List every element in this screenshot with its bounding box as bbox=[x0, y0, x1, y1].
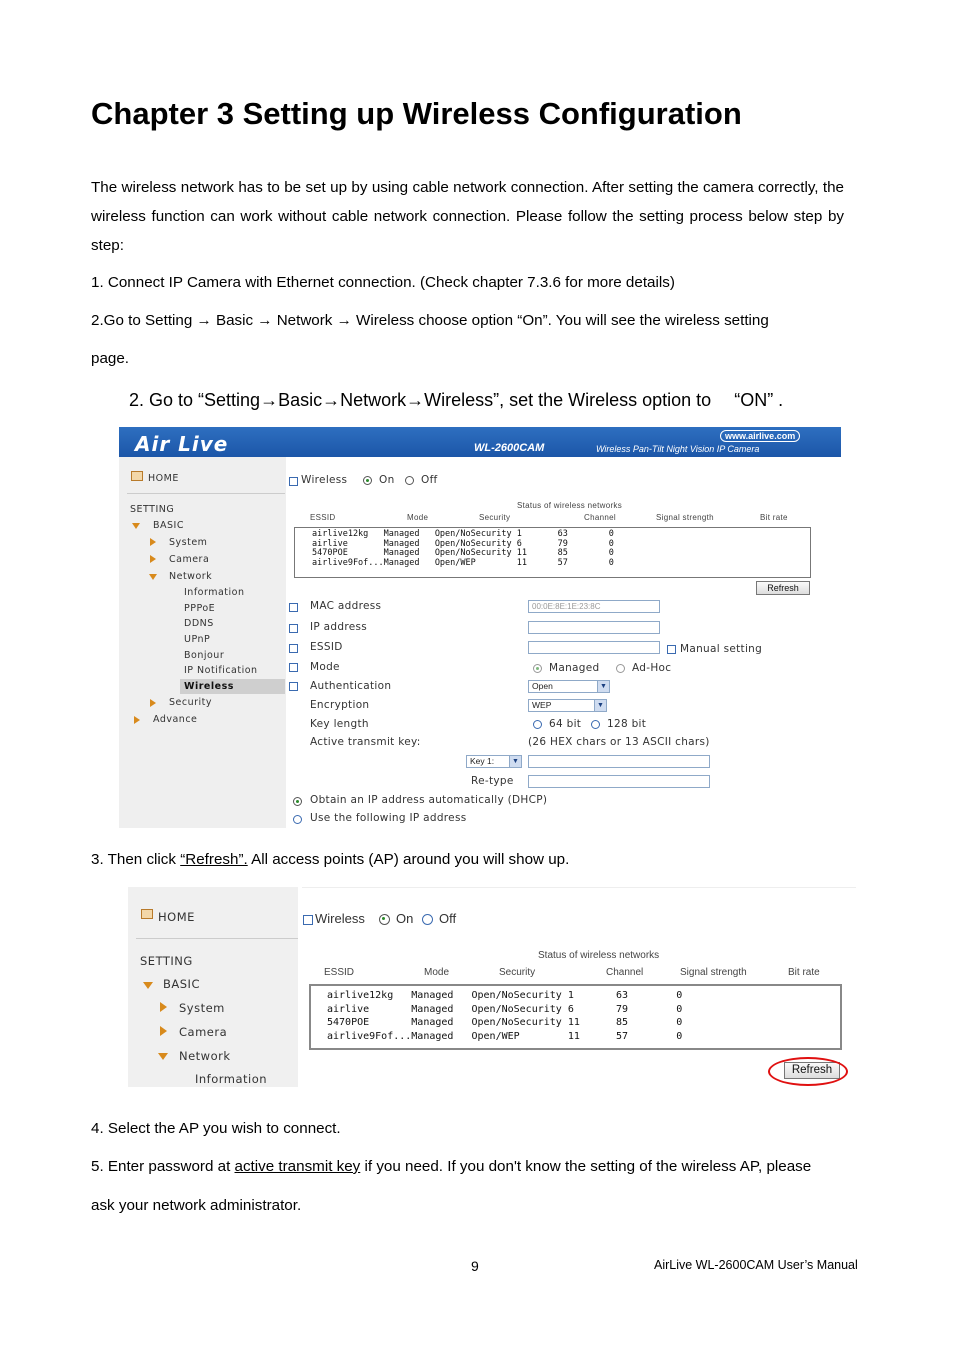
encryption-select-value: WEP bbox=[532, 700, 552, 710]
auth-select-value: Open bbox=[532, 681, 553, 691]
list-item[interactable]: airlive12kg Managed Open/NoSecurity 1 63 0 bbox=[327, 990, 683, 1001]
refresh-button[interactable]: Refresh bbox=[756, 581, 810, 595]
encryption-label: Encryption bbox=[310, 699, 370, 711]
airlive-logo: Air Live bbox=[135, 432, 229, 456]
collapsed-right-icon bbox=[150, 538, 156, 546]
static-ip-radio[interactable] bbox=[293, 815, 302, 824]
retype-label: Re-type bbox=[471, 775, 514, 787]
wireless-off-radio[interactable] bbox=[422, 914, 433, 925]
ip-label: IP address bbox=[310, 621, 368, 633]
header-essid: ESSID bbox=[324, 967, 355, 978]
essid-label: ESSID bbox=[310, 641, 343, 653]
list-item[interactable]: airlive9Fof...Managed Open/WEP 11 57 0 bbox=[327, 1031, 683, 1043]
refresh-screenshot bbox=[128, 887, 856, 1087]
wireless-off-label: Off bbox=[439, 911, 457, 926]
collapsed-right-icon bbox=[160, 1002, 167, 1012]
key-select[interactable] bbox=[466, 755, 522, 768]
chevron-down-icon: ▼ bbox=[509, 756, 521, 767]
wireless-off-label: Off bbox=[421, 474, 438, 486]
collapsed-right-icon bbox=[134, 716, 140, 724]
mac-field: 00:0E:8E:1E:23:8C bbox=[528, 600, 660, 613]
essid-checkbox[interactable] bbox=[289, 644, 298, 653]
active-key-hint: (26 HEX chars or 13 ASCII chars) bbox=[528, 736, 710, 748]
auth-checkbox[interactable] bbox=[289, 682, 298, 691]
nav-wireless[interactable]: Wireless bbox=[184, 681, 234, 692]
status-title: Status of wireless networks bbox=[517, 501, 623, 510]
step-5-prefix: 5. Enter password at bbox=[91, 1158, 235, 1175]
managed-radio[interactable] bbox=[533, 664, 542, 673]
step-2-line-2: page. bbox=[91, 350, 130, 367]
wireless-on-label: On bbox=[379, 474, 395, 486]
network-list[interactable] bbox=[309, 984, 842, 1050]
expand-down-icon bbox=[149, 574, 157, 580]
ip-field[interactable] bbox=[528, 621, 660, 634]
mode-label: Mode bbox=[310, 661, 340, 673]
nav-system[interactable]: System bbox=[179, 1001, 225, 1015]
divider bbox=[136, 938, 298, 939]
active-key-label: Active transmit key: bbox=[310, 736, 421, 748]
step-3-suffix: All access points (AP) around you will show up. bbox=[247, 851, 570, 868]
nav-network[interactable]: Network bbox=[179, 1049, 231, 1063]
expand-down-icon bbox=[143, 982, 153, 989]
encryption-select[interactable] bbox=[528, 699, 607, 712]
settings-sidebar bbox=[119, 457, 286, 828]
home-icon bbox=[131, 471, 143, 481]
nav-advance[interactable]: Advance bbox=[153, 714, 198, 725]
header-bitrate: Bit rate bbox=[760, 513, 788, 522]
retype-field[interactable] bbox=[528, 775, 710, 788]
nav-ip-notification[interactable]: IP Notification bbox=[184, 665, 258, 676]
key-field[interactable] bbox=[528, 755, 710, 768]
expand-down-icon bbox=[132, 523, 140, 529]
nav-pppoe[interactable]: PPPoE bbox=[184, 603, 216, 614]
intro-paragraph: The wireless network has to be set up by using cable network connection. After setting the camera correctly, the wireless function can work without cable network connection. Please follow the setting process below step by step: bbox=[91, 179, 844, 254]
wireless-on-radio[interactable] bbox=[363, 476, 372, 485]
key-length-label: Key length bbox=[310, 718, 369, 730]
list-item[interactable]: airlive Managed Open/NoSecurity 6 79 0 bbox=[312, 538, 614, 549]
nav-home[interactable]: HOME bbox=[158, 910, 195, 924]
status-title: Status of wireless networks bbox=[538, 950, 660, 961]
128-bit-label: 128 bit bbox=[607, 718, 647, 730]
key-select-value: Key 1: bbox=[470, 756, 495, 766]
nav-system[interactable]: System bbox=[169, 537, 208, 548]
header-channel: Channel bbox=[606, 967, 644, 978]
essid-field[interactable] bbox=[528, 641, 660, 654]
camera-banner bbox=[119, 427, 841, 457]
header-mode: Mode bbox=[424, 967, 450, 978]
wireless-label: Wireless bbox=[315, 911, 365, 926]
list-item[interactable]: 5470POE Managed Open/NoSecurity 11 85 0 bbox=[312, 548, 614, 558]
wireless-label: Wireless bbox=[301, 474, 348, 486]
chevron-down-icon: ▼ bbox=[597, 681, 609, 692]
step-2-caption: 2. Go to “Setting→Basic→Network→Wireless”, set the Wireless option to “ON” . bbox=[129, 390, 784, 410]
mac-checkbox[interactable] bbox=[289, 603, 298, 612]
refresh-highlight-circle bbox=[768, 1057, 848, 1086]
nav-security[interactable]: Security bbox=[169, 697, 213, 708]
list-item[interactable]: airlive9Fof...Managed Open/WEP 11 57 0 bbox=[312, 557, 614, 568]
wireless-settings-screenshot bbox=[119, 427, 841, 828]
adhoc-radio[interactable] bbox=[616, 664, 625, 673]
refresh-button[interactable]: Refresh bbox=[784, 1062, 840, 1079]
collapsed-right-icon bbox=[150, 699, 156, 707]
step-5-line-2: ask your network administrator. bbox=[91, 1197, 302, 1214]
wireless-checkbox[interactable] bbox=[303, 915, 313, 925]
static-ip-label: Use the following IP address bbox=[310, 812, 467, 824]
manual-setting-label: Manual setting bbox=[680, 643, 763, 655]
header-signal: Signal strength bbox=[680, 967, 747, 978]
nav-upnp[interactable]: UPnP bbox=[184, 634, 211, 645]
auth-select[interactable] bbox=[528, 680, 610, 693]
manual-title: AirLive WL-2600CAM User’s Manual bbox=[654, 1258, 858, 1272]
nav-bonjour[interactable]: Bonjour bbox=[184, 650, 225, 661]
header-essid: ESSID bbox=[310, 513, 336, 522]
mac-label: MAC address bbox=[310, 600, 382, 612]
nav-ddns[interactable]: DDNS bbox=[184, 618, 214, 629]
wireless-on-label: On bbox=[396, 911, 414, 926]
nav-home[interactable]: HOME bbox=[148, 473, 179, 484]
refresh-link: “Refresh”. bbox=[180, 851, 248, 868]
manual-setting-checkbox[interactable] bbox=[667, 645, 676, 654]
managed-label: Managed bbox=[549, 662, 600, 674]
step-4: 4. Select the AP you wish to connect. bbox=[91, 1120, 341, 1137]
nav-information[interactable]: Information bbox=[195, 1072, 268, 1086]
nav-basic[interactable]: BASIC bbox=[153, 520, 184, 531]
nav-basic[interactable]: BASIC bbox=[163, 977, 200, 991]
step-3 bbox=[91, 851, 569, 868]
website-link[interactable]: www.airlive.com bbox=[720, 430, 800, 442]
home-icon bbox=[141, 909, 153, 919]
nav-network[interactable]: Network bbox=[169, 571, 213, 582]
header-bitrate: Bit rate bbox=[788, 967, 820, 978]
step-1: 1. Connect IP Camera with Ethernet connection. (Check chapter 7.3.6 for more details) bbox=[91, 274, 675, 291]
ip-checkbox[interactable] bbox=[289, 624, 298, 633]
list-item[interactable]: airlive12kg Managed Open/NoSecurity 1 63 0 bbox=[312, 529, 614, 539]
collapsed-right-icon bbox=[150, 555, 156, 563]
64-bit-radio[interactable] bbox=[533, 720, 542, 729]
list-item[interactable]: 5470POE Managed Open/NoSecurity 11 85 0 bbox=[327, 1017, 683, 1029]
divider bbox=[302, 887, 856, 888]
expand-down-icon bbox=[158, 1053, 168, 1060]
nav-setting: SETTING bbox=[130, 504, 175, 515]
header-security: Security bbox=[499, 967, 536, 978]
auth-label: Authentication bbox=[310, 680, 392, 692]
128-bit-radio[interactable] bbox=[591, 720, 600, 729]
step-2-line-1: 2.Go to Setting → Basic → Network → Wireless choose option “On”. You will see the wireless setting bbox=[91, 312, 769, 329]
chapter-title: Chapter 3 Setting up Wireless Configuration bbox=[91, 96, 742, 131]
nav-information[interactable]: Information bbox=[184, 587, 245, 598]
64-bit-label: 64 bit bbox=[549, 718, 582, 730]
dhcp-label: Obtain an IP address automatically (DHCP) bbox=[310, 794, 548, 806]
step-3-prefix: 3. Then click bbox=[91, 851, 181, 868]
divider bbox=[127, 493, 285, 494]
model-name: WL-2600CAM bbox=[474, 442, 545, 454]
header-mode: Mode bbox=[407, 513, 429, 522]
header-channel: Channel bbox=[584, 513, 616, 522]
wireless-on-radio[interactable] bbox=[379, 914, 390, 925]
dhcp-radio[interactable] bbox=[293, 797, 302, 806]
nav-setting: SETTING bbox=[140, 954, 193, 968]
wireless-off-radio[interactable] bbox=[405, 476, 414, 485]
list-item[interactable]: airlive Managed Open/NoSecurity 6 79 0 bbox=[327, 1003, 683, 1015]
collapsed-right-icon bbox=[160, 1026, 167, 1036]
nav-camera[interactable]: Camera bbox=[169, 554, 210, 565]
step-5-line-1 bbox=[91, 1158, 811, 1175]
nav-camera[interactable]: Camera bbox=[179, 1025, 228, 1039]
adhoc-label: Ad-Hoc bbox=[632, 662, 672, 674]
mode-checkbox[interactable] bbox=[289, 663, 298, 672]
tagline: Wireless Pan-Tilt Night Vision IP Camera bbox=[596, 444, 760, 454]
wireless-checkbox[interactable] bbox=[289, 477, 298, 486]
active-transmit-key-link: active transmit key bbox=[234, 1158, 361, 1175]
header-signal: Signal strength bbox=[656, 513, 714, 522]
step-5-suffix: if you need. If you don't know the setting of the wireless AP, please bbox=[360, 1158, 812, 1175]
settings-sidebar bbox=[128, 887, 298, 1087]
network-list[interactable] bbox=[294, 527, 811, 578]
page-number: 9 bbox=[471, 1258, 479, 1274]
header-security: Security bbox=[479, 513, 511, 522]
chevron-down-icon: ▼ bbox=[594, 700, 606, 711]
